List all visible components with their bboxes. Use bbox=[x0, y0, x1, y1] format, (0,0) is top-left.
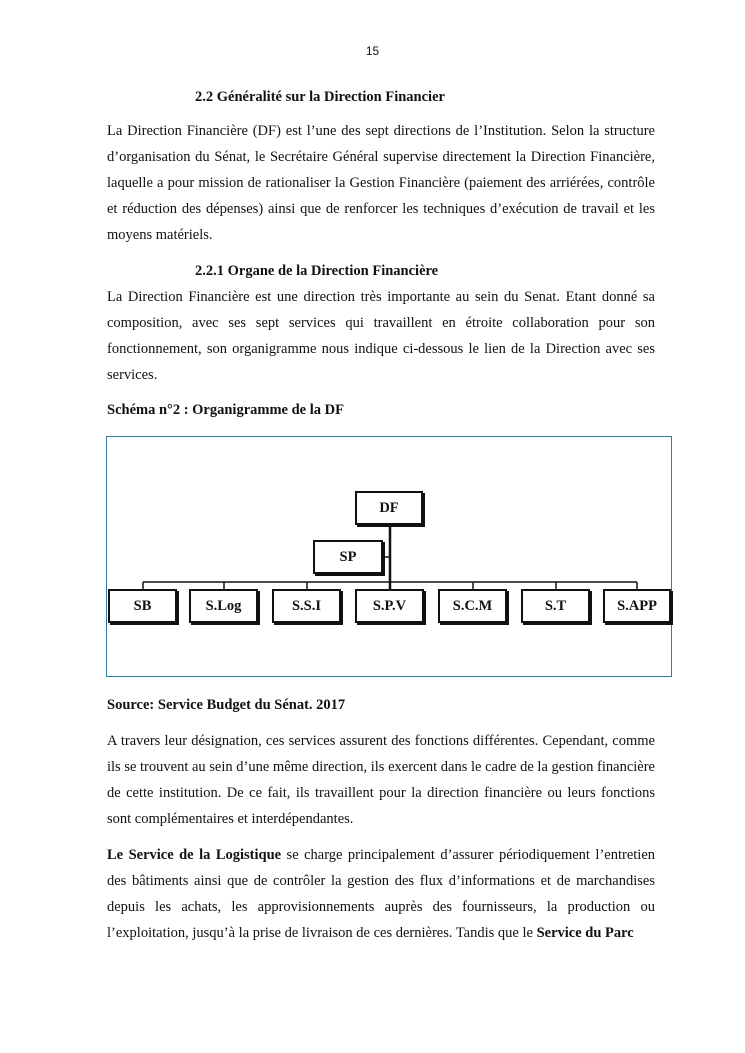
org-box-scm: S.C.M bbox=[438, 589, 507, 623]
logistique-paragraph bbox=[107, 842, 655, 946]
org-box-slog: S.Log bbox=[189, 589, 258, 623]
organe-paragraph: La Direction Financière est une direction très importante au sein du Senat. Etant donné sa composition, avec ses sept services qui travaillent en étroite collaboration pour son fonctionnement, son organigramme nous indique ci-dessous le lien de la Direction avec ses services. bbox=[107, 289, 655, 383]
figure-source: Source: Service Budget du Sénat. 2017 bbox=[107, 697, 346, 713]
intro-paragraph: La Direction Financière (DF) est l’une des sept directions de l’Institution. Selon la structure d’organisation du Sénat, le Secrétaire Général supervise directement la Direction Financière, laquelle a pour mission de rationaliser la Gestion Financière (paiement des arriérées, contrôle et réduction des dépenses) ainsi que de renforcer les techniques d’exécution de travail et les moyens matériels. bbox=[107, 123, 655, 243]
org-box-st: S.T bbox=[521, 589, 590, 623]
org-box-sapp: S.APP bbox=[603, 589, 671, 623]
org-box-ssi: S.S.I bbox=[272, 589, 341, 623]
page-number: 15 bbox=[365, 44, 380, 58]
subsection-heading: 2.2.1 Organe de la Direction Financière bbox=[195, 263, 439, 279]
org-chart-connectors bbox=[107, 437, 673, 678]
section-heading: 2.2 Généralité sur la Direction Financier bbox=[195, 89, 445, 105]
figure-caption: Schéma n°2 : Organigramme de la DF bbox=[107, 402, 344, 418]
org-box-sb: SB bbox=[108, 589, 177, 623]
org-chart-frame bbox=[106, 436, 672, 677]
logistique-bold-lead: Le Service de la Logistique bbox=[107, 847, 282, 863]
services-paragraph: A travers leur désignation, ces services assurent des fonctions différentes. Cependant, comme ils se trouvent au sein d’une même direction, ils exercent dans le cadre de la gestion financière de cette institution. De ce fait, ils travaillent pour la direction financière ou leurs fonctions sont complémentaires et interdépendantes. bbox=[107, 733, 655, 827]
logistique-bold-tail: Service du Parc bbox=[536, 925, 634, 941]
org-box-spv: S.P.V bbox=[355, 589, 424, 623]
org-box-df: DF bbox=[355, 491, 423, 525]
org-box-sp: SP bbox=[313, 540, 383, 574]
logistique-text: se charge principalement d’assurer périodiquement l’entretien des bâtiments ainsi que de contrôler la gestion des flux d’informations et de marchandises depuis les achats, les approvisionnements auprès des fournisseurs, la production ou l’exploitation, jusqu’à la prise de livraison de ces dernières. Tandis que le bbox=[107, 847, 655, 941]
